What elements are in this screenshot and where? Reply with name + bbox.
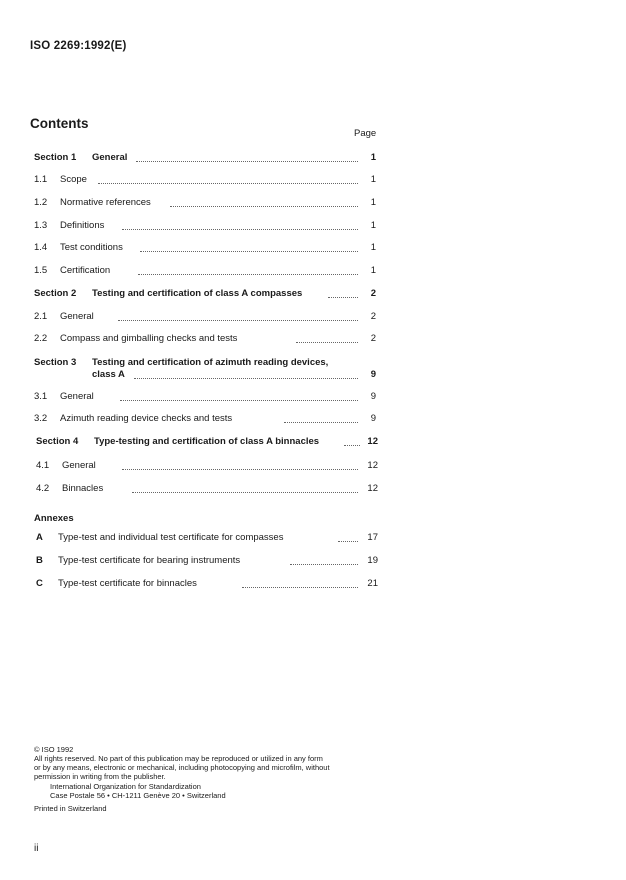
copyright-line: © ISO 1992 (34, 745, 74, 754)
dot-leader (344, 445, 360, 446)
page-column-label: Page (354, 128, 377, 139)
annex-letter: C (36, 578, 43, 589)
toc-annex-b[interactable] (36, 555, 378, 569)
annex-page: 17 (367, 532, 378, 543)
toc-page: 12 (367, 483, 378, 494)
toc-number: 2.1 (34, 311, 48, 322)
toc-title: General (60, 311, 94, 322)
dot-leader (170, 206, 358, 207)
toc-number: 4.1 (36, 460, 50, 471)
toc-page: 1 (370, 152, 376, 163)
toc-page: 12 (367, 460, 378, 471)
toc-entry-2-1[interactable] (34, 311, 376, 325)
toc-number: Section 1 (34, 152, 77, 163)
toc-annex-a[interactable] (36, 532, 378, 546)
copyright-notice: permission in writing from the publisher. (34, 772, 166, 781)
dot-leader (118, 320, 358, 321)
dot-leader (242, 587, 358, 588)
toc-number: 3.2 (34, 413, 48, 424)
toc-page: 12 (367, 436, 378, 447)
dot-leader (120, 400, 358, 401)
annex-title: Type-test certificate for bearing instruments (58, 555, 241, 566)
dot-leader (328, 297, 358, 298)
document-id: ISO 2269:1992(E) (30, 40, 127, 52)
toc-title: Scope (60, 174, 87, 185)
dot-leader (136, 161, 358, 162)
toc-title: Normative references (60, 197, 151, 208)
toc-number: Section 4 (36, 436, 79, 447)
copyright-notice: All rights reserved. No part of this publication may be reproduced or utilized in any form (34, 754, 323, 763)
publisher-name: International Organization for Standardization (50, 782, 201, 791)
page-number: ii (34, 843, 39, 854)
toc-title: General (92, 152, 128, 163)
publisher-address: Case Postale 56 • CH-1211 Genève 20 • Switzerland (50, 791, 226, 800)
annex-page: 19 (367, 555, 378, 566)
toc-title: Test conditions (60, 242, 123, 253)
toc-page: 9 (370, 391, 376, 402)
toc-title: Definitions (60, 220, 105, 231)
toc-page: 1 (370, 220, 376, 231)
toc-title: Azimuth reading device checks and tests (60, 413, 233, 424)
dot-leader (122, 469, 358, 470)
annex-title: Type-test certificate for binnacles (58, 578, 197, 589)
dot-leader (98, 183, 358, 184)
dot-leader (284, 422, 358, 423)
toc-entry-1-5[interactable] (34, 265, 376, 279)
toc-page: 1 (370, 197, 376, 208)
toc-number: 1.5 (34, 265, 48, 276)
contents-title: Contents (30, 116, 89, 131)
toc-title: Testing and certification of class A compasses (92, 288, 303, 299)
toc-number: 1.1 (34, 174, 48, 185)
copyright-notice: or by any means, electronic or mechanical, including photocopying and microfilm, without (34, 763, 330, 772)
toc-entry-1-3[interactable] (34, 220, 376, 234)
annexes-heading: Annexes (34, 513, 74, 524)
toc-number: Section 2 (34, 288, 77, 299)
dot-leader (338, 541, 358, 542)
toc-entry-1-1[interactable] (34, 174, 376, 188)
toc-page: 2 (370, 333, 376, 344)
toc-number: 4.2 (36, 483, 50, 494)
toc-entry-section-4[interactable] (36, 436, 378, 450)
toc-entry-2-2[interactable] (34, 333, 376, 347)
dot-leader (140, 251, 358, 252)
toc-title-continued: class A (92, 369, 125, 380)
toc-entry-section-1[interactable] (34, 152, 376, 166)
toc-number: 1.3 (34, 220, 48, 231)
toc-page: 9 (370, 369, 376, 380)
toc-page: 1 (370, 265, 376, 276)
toc-title: Compass and gimballing checks and tests (60, 333, 238, 344)
toc-entry-section-2[interactable] (34, 288, 376, 302)
toc-annex-c[interactable] (36, 578, 378, 592)
toc-title: Testing and certification of azimuth reading devices, (92, 357, 329, 368)
toc-title: General (62, 460, 96, 471)
toc-title: Type-testing and certification of class A binnacles (94, 436, 320, 447)
toc-title: General (60, 391, 94, 402)
toc-entry-1-4[interactable] (34, 242, 376, 256)
toc-number: 1.4 (34, 242, 48, 253)
toc-entry-1-2[interactable] (34, 197, 376, 211)
dot-leader (132, 492, 358, 493)
annex-letter: B (36, 555, 43, 566)
toc-number: Section 3 (34, 357, 77, 368)
toc-page: 9 (370, 413, 376, 424)
dot-leader (138, 274, 358, 275)
printed-in: Printed in Switzerland (34, 804, 107, 813)
annex-letter: A (36, 532, 43, 543)
toc-number: 2.2 (34, 333, 48, 344)
toc-number: 1.2 (34, 197, 48, 208)
toc-entry-3-2[interactable] (34, 413, 376, 427)
annex-page: 21 (367, 578, 378, 589)
toc-title: Binnacles (62, 483, 104, 494)
toc-page: 2 (370, 311, 376, 322)
toc-page: 2 (370, 288, 376, 299)
toc-page: 1 (370, 174, 376, 185)
dot-leader (122, 229, 358, 230)
dot-leader (296, 342, 358, 343)
toc-entry-3-1[interactable] (34, 391, 376, 405)
toc-page: 1 (370, 242, 376, 253)
toc-entry-section-3[interactable] (34, 357, 376, 383)
dot-leader (290, 564, 358, 565)
toc-entry-4-1[interactable] (36, 460, 378, 474)
toc-entry-4-2[interactable] (36, 483, 378, 497)
annex-title: Type-test and individual test certificate for compasses (58, 532, 284, 543)
toc-number: 3.1 (34, 391, 48, 402)
dot-leader (134, 378, 358, 379)
toc-title: Certification (60, 265, 111, 276)
